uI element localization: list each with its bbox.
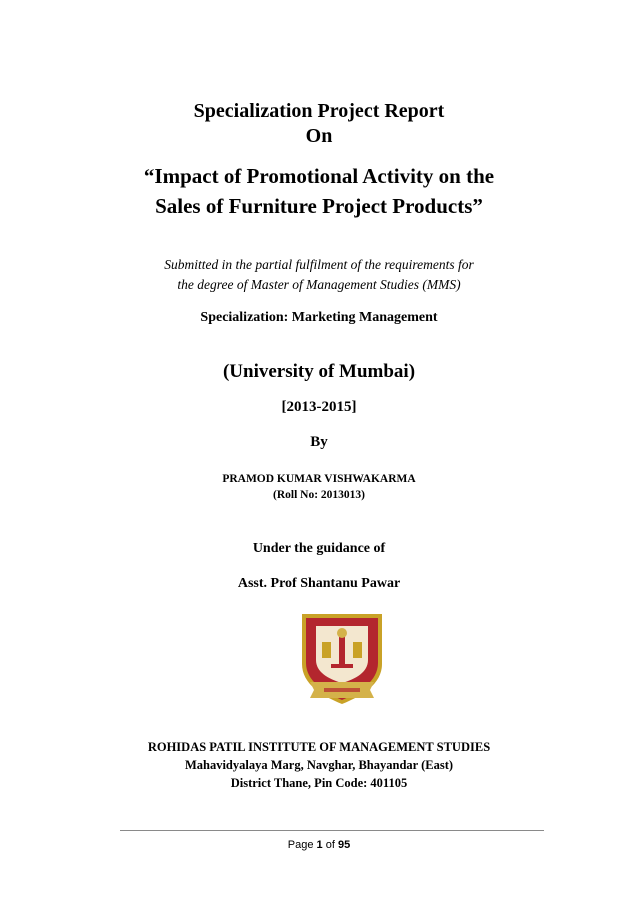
page-number-footer xyxy=(0,840,638,851)
university-name: (University of Mumbai) xyxy=(222,361,416,382)
crest-left-mark xyxy=(322,642,331,658)
report-title: Specialization Project Report xyxy=(193,100,445,122)
institute-name: ROHIDAS PATIL INSTITUTE OF MANAGEMENT STUDIES xyxy=(147,740,491,754)
guide-name: Asst. Prof Shantanu Pawar xyxy=(237,576,401,591)
guidance-label: Under the guidance of xyxy=(252,541,386,556)
submission-statement-line-2: the degree of Master of Management Studies (MMS) xyxy=(177,277,461,292)
crest-emblem-base xyxy=(331,664,353,668)
page-current: 1 xyxy=(316,839,323,851)
project-title-line-1: “Impact of Promotional Activity on the xyxy=(143,164,495,188)
specialization-label: Specialization: Marketing Management xyxy=(200,310,438,325)
page-label: Page xyxy=(287,839,314,851)
page-total: 95 xyxy=(337,839,351,851)
report-title-on: On xyxy=(305,125,333,147)
institute-district: District Thane, Pin Code: 401105 xyxy=(230,776,408,790)
by-label: By xyxy=(310,434,328,450)
crest-ribbon-text-mark xyxy=(324,688,360,692)
crest-emblem-pillar xyxy=(339,636,345,666)
institute-crest-logo-icon xyxy=(296,610,388,706)
of-label: of xyxy=(325,839,335,851)
student-name: PRAMOD KUMAR VISHWAKARMA xyxy=(222,473,416,485)
institute-address: Mahavidyalaya Marg, Navghar, Bhayandar (East) xyxy=(184,758,454,772)
crest-emblem-flame xyxy=(337,628,347,638)
roll-number: (Roll No: 2013013) xyxy=(273,489,365,501)
crest-right-mark xyxy=(353,642,362,658)
academic-years: [2013-2015] xyxy=(281,399,357,415)
project-title-line-2: Sales of Furniture Project Products” xyxy=(155,194,483,218)
submission-statement-line-1: Submitted in the partial fulfilment of the requirements for xyxy=(164,257,474,272)
footer-divider xyxy=(120,830,544,831)
